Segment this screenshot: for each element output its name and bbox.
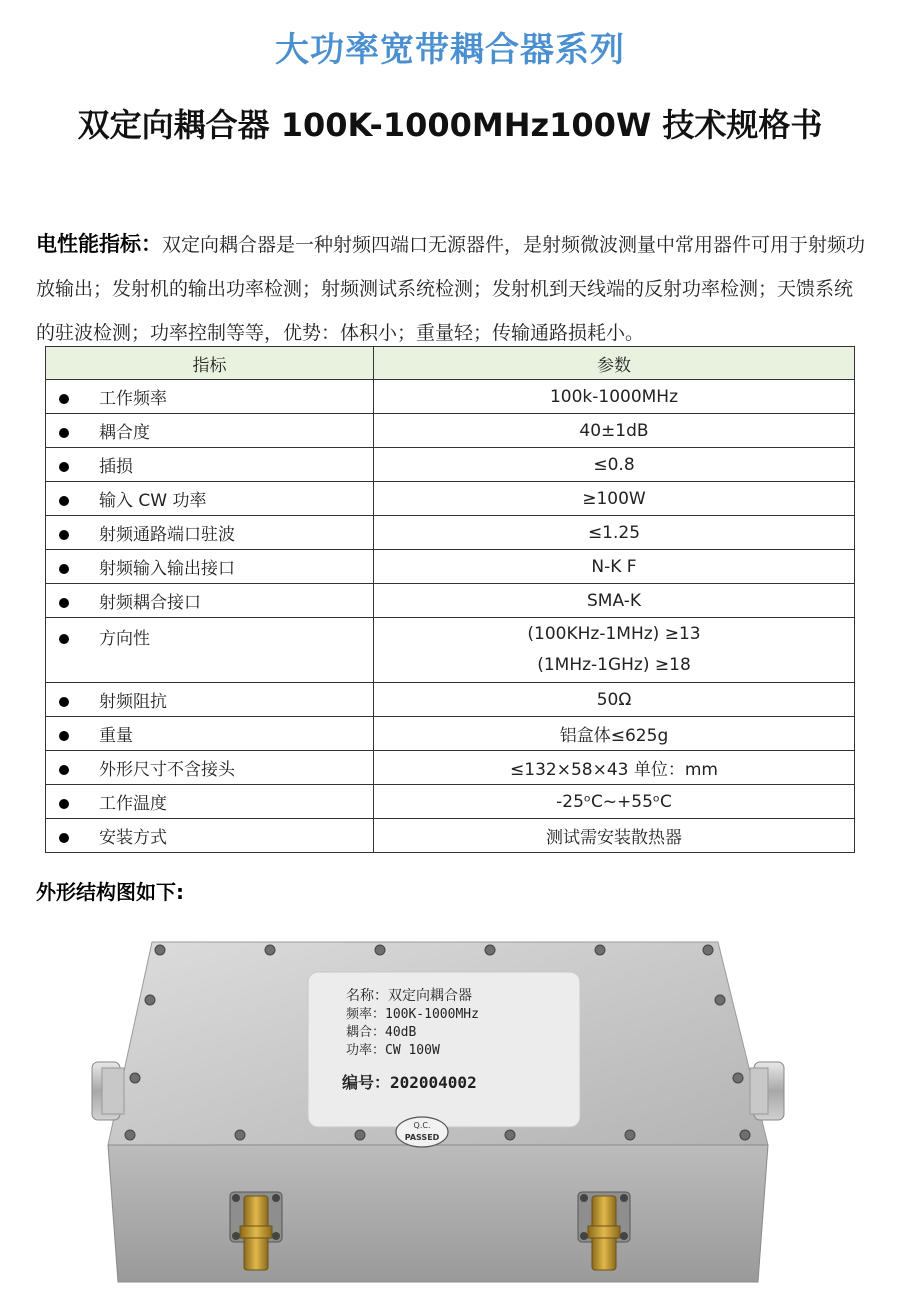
bullet-icon: [59, 799, 69, 809]
row-name: 射频输入输出接口: [99, 559, 235, 579]
row-value: 100k-1000MHz: [374, 380, 855, 414]
row-name-cell: [46, 550, 374, 584]
bullet-icon: [59, 697, 69, 707]
row-name: 射频耦合接口: [99, 593, 201, 613]
table-row: [46, 751, 855, 785]
bullet-icon: [59, 598, 69, 608]
label-name: 名称：双定向耦合器: [346, 988, 472, 1004]
row-name: 外形尺寸不含接头: [99, 760, 235, 780]
row-name-cell: [46, 584, 374, 618]
row-name-cell: [46, 380, 374, 414]
intro-paragraph: [36, 222, 870, 355]
bullet-icon: [59, 394, 69, 404]
label-power: 功率：CW 100W: [346, 1043, 440, 1058]
table-row: [46, 618, 855, 683]
row-name-cell: [46, 482, 374, 516]
document-title: 双定向耦合器 100K-1000MHz100W 技术规格书: [77, 106, 823, 144]
row-value: ≤132×58×43 单位：mm: [374, 751, 855, 785]
row-name: 工作频率: [99, 389, 167, 409]
label-coupling: 耦合：40dB: [346, 1025, 417, 1040]
table-row: [46, 516, 855, 550]
housing-front-face: [108, 1145, 768, 1282]
intro-lead: 电性能指标：: [36, 232, 162, 256]
row-name: 插损: [99, 457, 133, 477]
row-name-cell: [46, 516, 374, 550]
row-name-cell: [46, 414, 374, 448]
label-serial: 编号：202004002: [342, 1073, 477, 1092]
row-value: ≥100W: [374, 482, 855, 516]
row-name-cell: [46, 751, 374, 785]
outline-heading: 外形结构图如下:: [36, 880, 184, 904]
row-name: 射频阻抗: [99, 692, 167, 712]
row-name: 安装方式: [99, 828, 167, 848]
row-name-cell: [46, 785, 374, 819]
row-name-cell: [46, 618, 374, 683]
header-indicator: 指标: [46, 347, 374, 380]
table-row: [46, 819, 855, 853]
row-value: 50Ω: [374, 683, 855, 717]
bullet-icon: [59, 462, 69, 472]
bullet-icon: [59, 833, 69, 843]
n-connector-left: [92, 1062, 124, 1120]
row-name-cell: [46, 683, 374, 717]
table-header-row: [46, 347, 855, 380]
product-photo: [90, 930, 790, 1290]
row-value: 铝盒体≤625g: [374, 717, 855, 751]
header-parameter: 参数: [374, 347, 855, 380]
spec-table: [45, 346, 855, 853]
row-name: 输入 CW 功率: [99, 491, 207, 511]
table-row: [46, 717, 855, 751]
series-title: 大功率宽带耦合器系列: [275, 30, 625, 70]
table-row: [46, 584, 855, 618]
n-connector-right: [750, 1062, 784, 1120]
row-name-cell: [46, 717, 374, 751]
bullet-icon: [59, 564, 69, 574]
table-row: [46, 683, 855, 717]
row-name-cell: [46, 448, 374, 482]
row-name: 耦合度: [99, 423, 150, 443]
table-row: [46, 380, 855, 414]
row-value: ≤1.25: [374, 516, 855, 550]
bullet-icon: [59, 731, 69, 741]
row-value-cell: [374, 618, 855, 683]
qc-stamp-line1: Q.C.: [413, 1121, 431, 1130]
row-value: SMA-K: [374, 584, 855, 618]
row-name: 重量: [99, 726, 133, 746]
qc-stamp-line2: PASSED: [404, 1133, 440, 1142]
row-name-cell: [46, 819, 374, 853]
row-name: 方向性: [99, 629, 150, 649]
row-value-second: (1MHz-1GHz) ≥18: [537, 655, 691, 675]
bullet-icon: [59, 428, 69, 438]
table-row: [46, 785, 855, 819]
table-row: [46, 448, 855, 482]
bullet-icon: [59, 765, 69, 775]
row-value: (100KHz-1MHz) ≥13: [527, 624, 701, 644]
row-value: -25ᵒC~+55ᵒC: [374, 785, 855, 819]
table-row: [46, 414, 855, 448]
row-value: 40±1dB: [374, 414, 855, 448]
row-value: ≤0.8: [374, 448, 855, 482]
table-row: [46, 482, 855, 516]
bullet-icon: [59, 634, 69, 644]
bullet-icon: [59, 530, 69, 540]
bullet-icon: [59, 496, 69, 506]
row-value: 测试需安装散热器: [374, 819, 855, 853]
row-value: N-K F: [374, 550, 855, 584]
intro-text: 双定向耦合器是一种射频四端口无源器件，是射频微波测量中常用器件可用于射频功放输出；发射机的输出功率检测；射频测试系统检测；发射机到天线端的反射功率检测；天馈系统的驻波检测；功率控制等等，优势：体积小；重量轻；传输通路损耗小。: [36, 234, 866, 344]
row-name: 射频通路端口驻波: [99, 525, 235, 545]
label-frequency: 频率：100K-1000MHz: [346, 1007, 479, 1022]
row-name: 工作温度: [99, 794, 167, 814]
table-row: [46, 550, 855, 584]
